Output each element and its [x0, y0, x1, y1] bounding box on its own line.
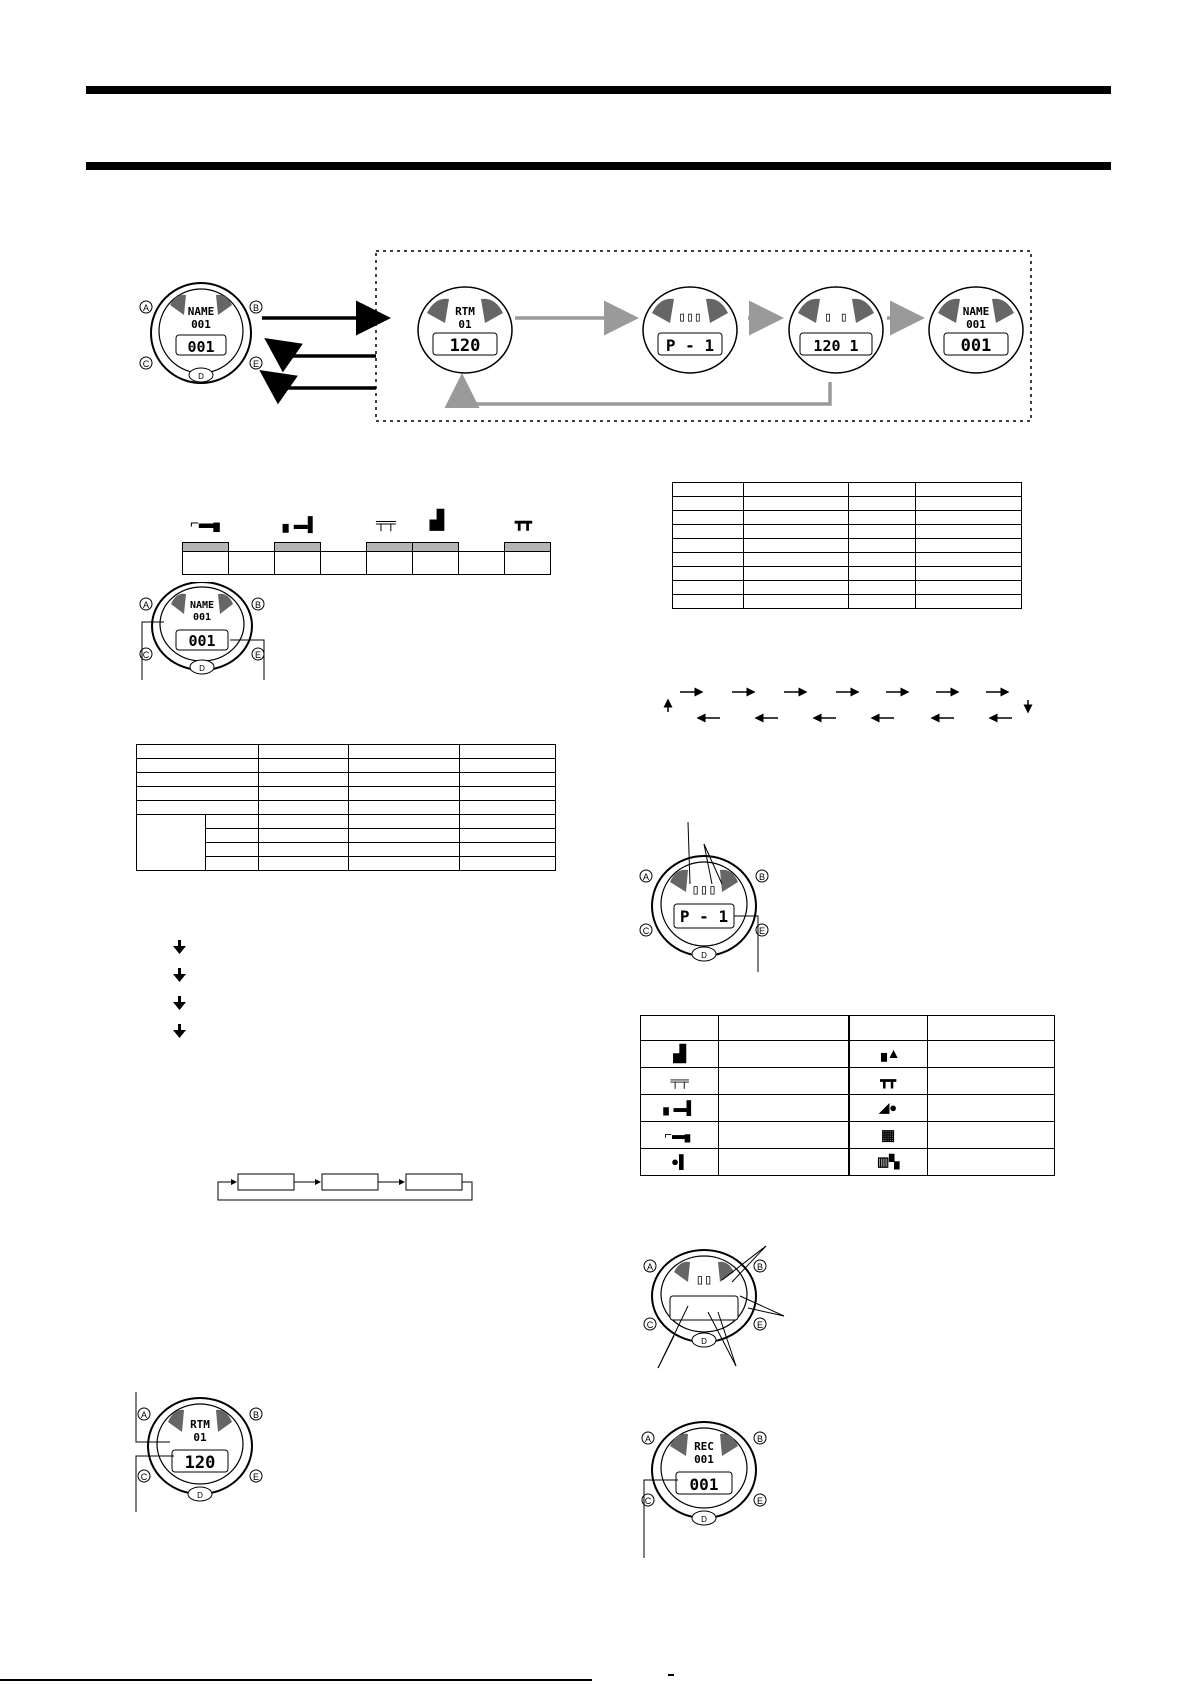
button-d-label: D: [701, 1337, 707, 1346]
button-c-label: C: [142, 650, 150, 660]
hi-hat-icon: ╤╤: [376, 514, 396, 530]
watch-record-callout: [636, 1410, 776, 1560]
snare-icon: ▖▬▌: [283, 516, 318, 532]
loop-arrow-diagram: [660, 682, 1040, 728]
watch-pattern: [640, 285, 740, 375]
arrow-back-1: [270, 342, 376, 356]
button-b-label: B: [756, 1434, 764, 1444]
button-a-label: A: [646, 1262, 654, 1272]
button-a-label: A: [644, 1434, 652, 1444]
watch-rhythm-bottom: 120: [449, 336, 481, 356]
button-a-label: A: [142, 303, 150, 313]
watch-pattern-top: ▯▯▯: [678, 310, 702, 325]
button-c-label: C: [140, 1472, 148, 1482]
tempo-table: [672, 482, 1022, 609]
header-rule-top: [86, 86, 1111, 94]
watch-tempo-top: ▯ ▯: [824, 310, 848, 325]
watch-rhythm-callout-bottom: 120: [184, 1453, 216, 1473]
watch-name-end-mid: 001: [966, 318, 986, 331]
button-b-label: B: [252, 1410, 260, 1420]
watch-tempo: [786, 285, 886, 375]
button-c-label: C: [642, 926, 650, 936]
tom-icon: ⌐▬▖: [190, 515, 226, 532]
button-e-label: E: [758, 926, 766, 936]
button-d-label: D: [199, 664, 205, 673]
watch-rhythm-callout-top: RTM: [190, 1418, 210, 1431]
snare-icon: ▖▬▌: [663, 1100, 696, 1115]
setting-table: [136, 744, 556, 871]
watch-record-callout-top: REC: [694, 1440, 714, 1453]
cymbal-icon: ┳┳: [515, 514, 532, 530]
button-d-label: D: [701, 951, 707, 960]
button-b-label: B: [252, 303, 260, 313]
watch-blank-callout: [640, 1236, 800, 1376]
drum-step-grid: [182, 542, 551, 575]
cowbell-icon: ▟: [673, 1046, 686, 1063]
watch-main: [136, 275, 266, 395]
button-a-label: A: [642, 872, 650, 882]
watch-record-callout-mid: 001: [694, 1453, 714, 1466]
sequence-icon: ▥▚: [877, 1154, 900, 1169]
button-d-label: D: [198, 372, 204, 381]
watch-pattern-callout-bottom: P - 1: [679, 907, 729, 926]
button-a-label: A: [142, 600, 150, 610]
watch-name-end-bottom: 001: [960, 336, 992, 356]
header-rule-bottom: [86, 162, 1111, 170]
watch-tempo-bottom: 120 1: [813, 337, 859, 355]
watch-rhythm-top: RTM: [455, 305, 475, 318]
watch-rhythm-callout: [130, 1392, 270, 1512]
button-c-label: C: [142, 359, 150, 369]
clap-icon: ◢●: [879, 1100, 898, 1115]
button-b-label: B: [756, 1262, 764, 1272]
checker-icon: ▦: [881, 1126, 896, 1144]
button-e-label: E: [252, 359, 260, 369]
arrow-back-2: [265, 374, 376, 388]
watch-blank-callout-top: ▯▯: [695, 1272, 713, 1288]
watch-main-bottom: 001: [187, 338, 215, 356]
watch-main-top: NAME: [187, 305, 215, 318]
watch-pattern-callout-top: ▯▯▯: [691, 882, 717, 898]
button-c-label: C: [644, 1496, 652, 1506]
watch-pattern-callout: [636, 822, 776, 972]
watch-name-end-top: NAME: [962, 305, 990, 318]
instrument-table: [640, 1015, 1055, 1176]
button-e-label: E: [756, 1320, 764, 1330]
watch-main-mid: 001: [191, 318, 211, 331]
button-b-label: B: [254, 600, 262, 610]
cymbal-icon: ┳┳: [880, 1073, 896, 1088]
watch-name-callout: [136, 582, 276, 682]
watch-rhythm-callout-mid: 01: [193, 1431, 207, 1444]
watch-name-end: [926, 285, 1026, 375]
button-e-label: E: [756, 1496, 764, 1506]
watch-rhythm: [415, 285, 515, 375]
button-e-label: E: [252, 1472, 260, 1482]
button-d-label: D: [197, 1491, 203, 1500]
watch-name-callout-mid: 001: [192, 612, 212, 623]
watch-name-callout-bottom: 001: [188, 632, 216, 650]
watch-record-callout-bottom: 001: [689, 1475, 719, 1494]
button-b-label: B: [758, 872, 766, 882]
watch-name-callout-top: NAME: [189, 600, 215, 611]
button-a-label: A: [140, 1410, 148, 1420]
watch-rhythm-mid: 01: [458, 318, 472, 331]
button-c-label: C: [646, 1320, 654, 1330]
down-arrow-sequence: [170, 940, 190, 1050]
tom-icon: ⌐▬▖: [664, 1127, 695, 1142]
footer-rule: [0, 1679, 592, 1681]
box-cycle-diagram: [210, 1168, 480, 1208]
cowbell-icon: ▟: [430, 510, 444, 530]
watch-pattern-bottom: P - 1: [665, 336, 715, 355]
button-e-label: E: [254, 650, 262, 660]
hi-hat-icon: ╤╤: [670, 1073, 689, 1088]
return-arrow-gray: [462, 380, 830, 404]
footer-tick: [668, 1674, 674, 1676]
crash-icon: ▗▲: [875, 1045, 901, 1061]
maraca-icon: ●▌: [671, 1154, 689, 1169]
button-d-label: D: [701, 1515, 707, 1524]
